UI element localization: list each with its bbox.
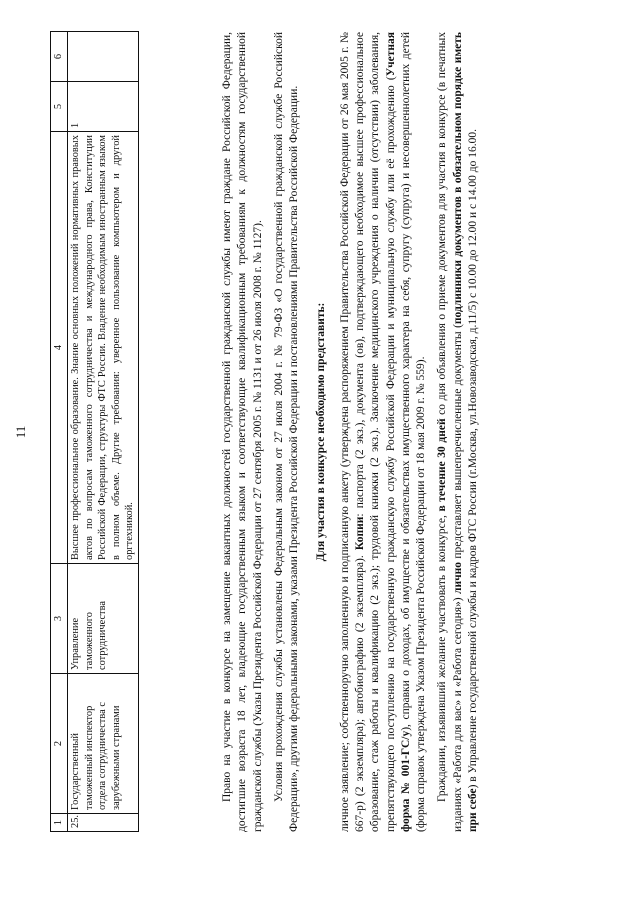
service-conditions-paragraph: Условия прохождения службы установлены Федеральным законом от 27 июля 2004 г. № 79-ФЗ «О государственной гражданской службе Российской Федерации», другими федеральными законами, указами Президента Российской Федерации и постановлениями Правительства Российской Федерации. [272,32,301,832]
text-fragment: : паспорта (2 экз.), документа (ов), подтверждающего необходимое высшее профессиональное образование, стаж работы и квалификацию (2 экз.); трудовой книжки (2 экз.). Заключение медицинского учреждения о наличии (отсутствии) заболевания, препятствующего поступлению на государственную гражданскую службу Российской Федерации и муниципальную службу или её прохождению ( [353,32,397,832]
table-header-row [51,32,68,832]
bold-fragment: Учетная форма № 001-ГС/у [384,32,412,832]
row-number: 25. [68,814,139,832]
table-header-cell: 2 [51,674,68,814]
eligibility-paragraph: Право на участие в конкурсе на замещение вакантных должностей государственной гражданской службы имеют граждане Российской Федерации, достигшие возраста 18 лет, владеющие государственным языком и соответствующие квалификационным требованиям к должностям государственной гражданской службы (Указы Президента Российской Федерации от 27 сентября 2005 г. № 1131 и от 26 июля 2008 г. № 1127). [221,32,264,832]
table-header-cell: 5 [51,82,68,132]
bold-fragment: подлинники документов в обязательном порядке иметь при себе [451,32,479,832]
table-row [68,32,139,832]
position-title: Государственный таможенный инспектор отдела сотрудничества с зарубежными странами [68,674,139,814]
text-fragment: ), справки о доходах, об имуществе и обязательствах имущественного характера на себя, супругу (супруга) и несовершеннолетних детей (форма справок утверждена Указом Президента Российской Федерации от 18 мая 2009 г. № 559). [399,32,428,832]
bold-fragment: в течение 30 дней [436,418,449,512]
text-fragment: со дня объявления о приеме документов для участия в конкурсе (в печатных изданиях «Работа для вас» и «Работа сегодня») [436,32,464,832]
text-fragment: личное заявление; собственноручно заполненную и подписанную анкету (утверждена распоряжением Правительства Российской Федерации от 26 мая 2005 г. № 667-р) (2 экземпляра); автобиографию (2 экземпляра). [338,32,366,832]
submission-paragraph [435,32,481,832]
document-body [220,32,487,832]
rotated-document-sheet [13,32,610,832]
text-fragment: Граждании, изъявивший желание участвовать в конкурсе, [436,511,449,802]
table-header-cell: 1 [51,814,68,832]
bold-fragment: лично [451,562,464,594]
department-name: Управление таможенного сотрудничества [68,564,139,674]
table-header-cell: 4 [51,132,68,564]
text-fragment: ) в Управление государственной службы и кадров ФТС России (г.Москва, ул.Новозаводская, д.11/5) с 10.00 до 12.00 и с 14.00 до 16.00. [466,128,479,789]
empty-cell [68,32,139,82]
qualification-requirements: Высшее профессиональное образование. Знание основных положений нормативных правовых актов по вопросам таможенного сотрудничества и международного права, Конституции Российской Федерации, структуры ФТС России. Владение необходимым иностранным языком в полном объеме. Другие требования: уверенное пользование компьютером и другой оргтехникой. [68,132,139,564]
text-fragment: представляет вышеперечисленные документы ( [451,324,464,563]
documents-list-paragraph [338,32,430,832]
table-header-cell: 6 [51,32,68,82]
vacancy-table [50,31,139,832]
page-number: 11 [13,425,28,439]
bold-fragment: Копии [353,516,366,551]
table-header-cell: 3 [51,564,68,674]
required-documents-heading: Для участия в конкурсе необходимо представить: [315,302,328,562]
vacancy-count: 1 [68,82,139,132]
